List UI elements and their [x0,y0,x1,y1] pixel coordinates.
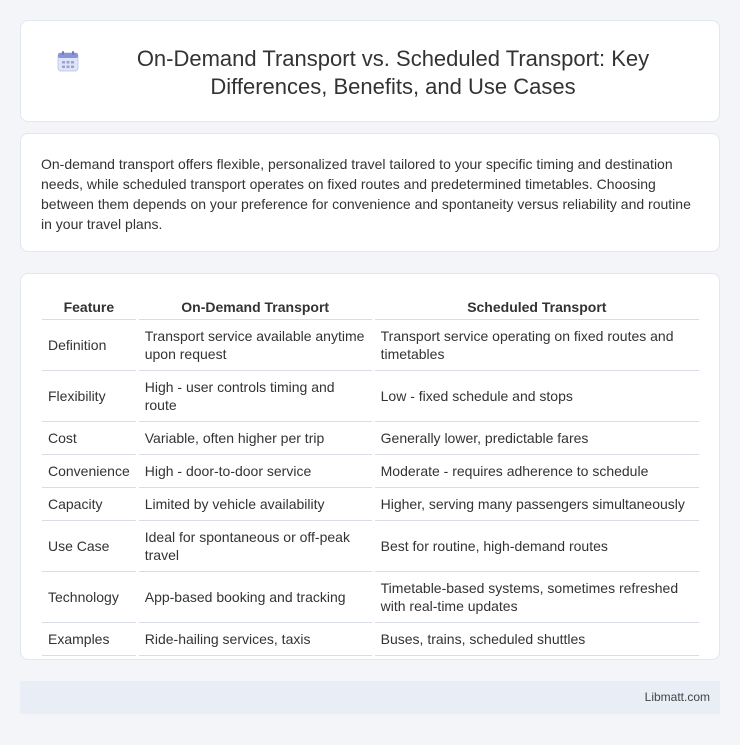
on-demand-cell: Transport service available anytime upon request [137,320,373,371]
feature-cell: Capacity [42,488,137,521]
calendar-icon [57,50,79,72]
scheduled-cell: Buses, trains, scheduled shuttles [373,623,699,656]
intro-text: On-demand transport offers flexible, personalized travel tailored to your specific timing and destination needs, while scheduled transport operates on fixed routes and predetermined timetables. Choosing between them depends on your preference for convenience and spontaneity versus reliability and routine in your travel plans. [41,156,691,232]
feature-cell: Examples [42,623,137,656]
feature-cell: Flexibility [42,371,137,422]
on-demand-cell: Ideal for spontaneous or off-peak travel [137,521,373,572]
footer-bar [20,681,720,714]
title-card [20,20,720,122]
on-demand-cell: Limited by vehicle availability [137,488,373,521]
footer-source: Libmatt.com [644,690,710,704]
page-title: On-Demand Transport vs. Scheduled Transport: Key Differences, Benefits, and Use Cases [136,46,650,99]
scheduled-cell: Low - fixed schedule and stops [373,371,699,422]
table-row [42,488,699,521]
title-wrap [21,21,719,101]
table-header-row [42,294,699,320]
on-demand-cell: Variable, often higher per trip [137,422,373,455]
scheduled-cell: Best for routine, high-demand routes [373,521,699,572]
table-row [42,455,699,488]
table-row [42,623,699,656]
scheduled-cell: Transport service operating on fixed routes and timetables [373,320,699,371]
table-row [42,521,699,572]
on-demand-cell: High - user controls timing and route [137,371,373,422]
scheduled-cell: Generally lower, predictable fares [373,422,699,455]
comparison-card [20,273,720,660]
on-demand-cell: High - door-to-door service [137,455,373,488]
comparison-table [42,294,699,656]
on-demand-cell: Ride-hailing services, taxis [137,623,373,656]
intro-card [20,133,720,252]
table-row [42,572,699,623]
header-scheduled: Scheduled Transport [373,294,699,320]
header-on-demand: On-Demand Transport [137,294,373,320]
feature-cell: Convenience [42,455,137,488]
table-row [42,371,699,422]
scheduled-cell: Timetable-based systems, sometimes refreshed with real-time updates [373,572,699,623]
feature-cell: Technology [42,572,137,623]
scheduled-cell: Moderate - requires adherence to schedule [373,455,699,488]
table-row [42,422,699,455]
feature-cell: Cost [42,422,137,455]
feature-cell: Use Case [42,521,137,572]
feature-cell: Definition [42,320,137,371]
table-row [42,320,699,371]
scheduled-cell: Higher, serving many passengers simultaneously [373,488,699,521]
on-demand-cell: App-based booking and tracking [137,572,373,623]
header-feature: Feature [42,294,137,320]
